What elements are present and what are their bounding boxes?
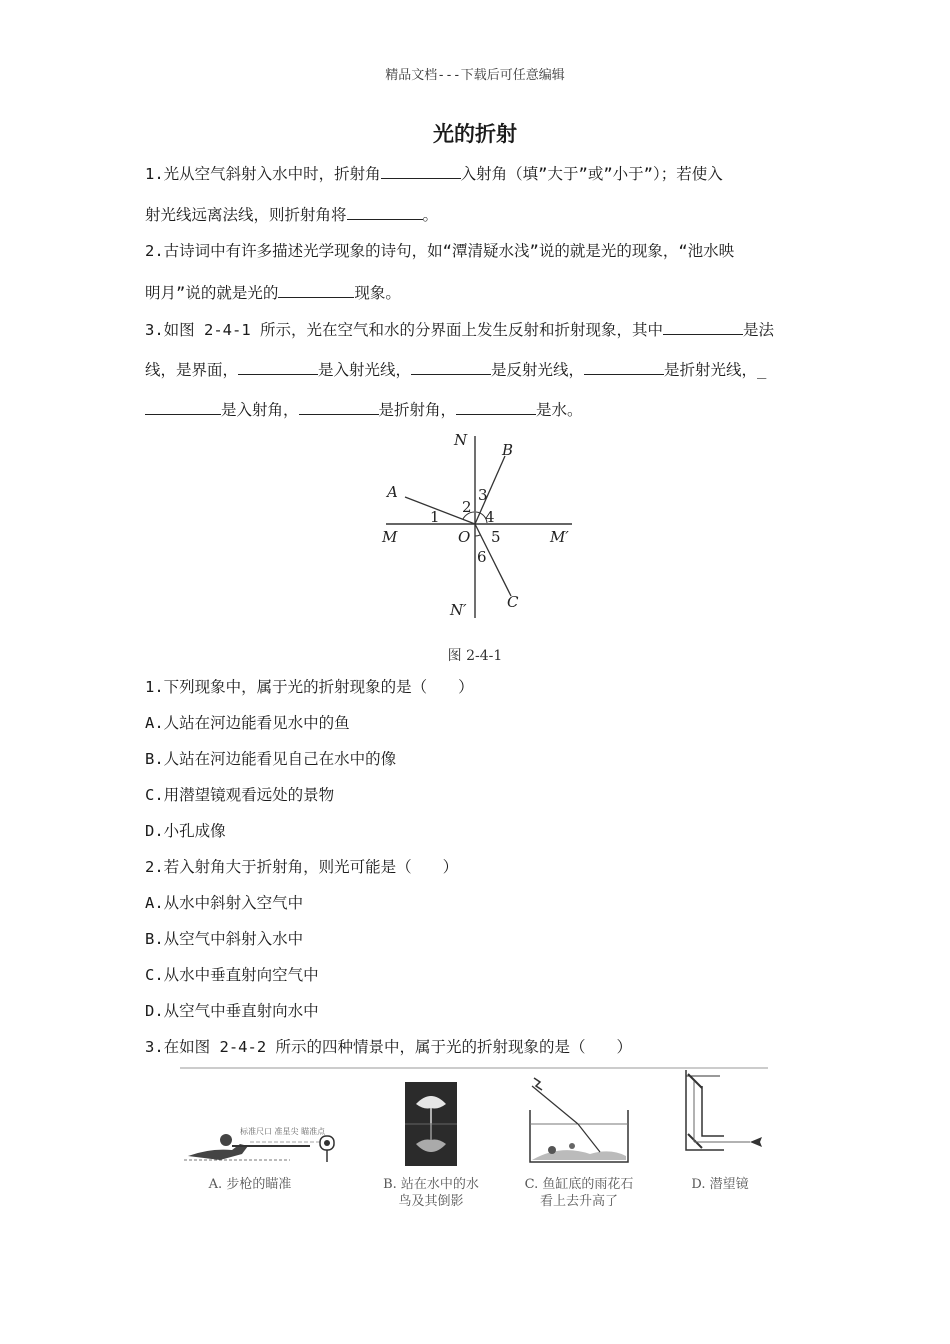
q3-line1 [145,318,815,341]
q3-text-a: 3.如图 2-4-1 所示，光在空气和水的分界面上发生反射和折射现象，其中 [145,321,663,339]
label-n-prime: N′ [450,601,467,619]
q3-line2 [145,358,815,381]
q3-blank-1 [663,318,743,335]
q1-text-b: 入射角（填”大于”或”小于”）；若使入 [460,165,723,183]
mc1-option-d: D.小孔成像 [145,822,226,840]
scenes-illustration [180,1066,770,1176]
page-title: 光的折射 [433,122,517,146]
q3-blank-6 [299,398,379,415]
scene-b-label-line2: 鸟及其倒影 [398,1194,464,1209]
bird-reflection-illustration [405,1082,457,1166]
mc1-option-c: C.用潜望镜观看远处的景物 [145,786,335,804]
q2-text-a: 2.古诗词中有许多描述光学现象的诗句，如“潭清疑水浅”说的就是光的现象，“池水映 [145,242,735,260]
mc2-option-a: A.从水中斜射入空气中 [145,894,304,912]
q3-blank-7 [456,398,536,415]
mc2-option-b: B.从空气中斜射入水中 [145,930,304,948]
label-b: B [502,441,514,459]
q3-text-i: 是水。 [536,401,583,419]
q1-blank-1 [381,162,461,179]
scene-b-label-line1: B. 站在水中的水 [383,1177,479,1192]
scene-c-label-line1: C. 鱼缸底的雨花石 [524,1177,634,1192]
label-n: N [454,431,468,449]
label-angle-6: 6 [477,548,487,566]
scene-b-label [376,1176,486,1210]
label-m-prime: M′ [550,528,569,546]
rifle-sign-text: 标准尺口 准星尖 瞄准点 [240,1127,326,1136]
q2-text-b: 明月”说的就是光的 [145,284,279,302]
q1-text-c: 射光线远离法线，则折射角将 [145,206,347,224]
mc1-stem: 1.下列现象中，属于光的折射现象的是（ ） [145,678,474,696]
rifle-aiming-illustration [184,1126,334,1162]
label-angle-5: 5 [491,528,501,546]
q2-line2 [145,281,815,304]
label-c: C [507,593,519,611]
label-angle-2: 2 [462,498,472,516]
q1-text-a: 1.光从空气斜射入水中时，折射角 [145,165,381,183]
fish-tank-illustration [530,1078,628,1162]
refraction-diagram [370,428,590,628]
figure-2-scenes [180,1066,770,1216]
scene-c-label-line2: 看上去升高了 [539,1194,618,1209]
scene-d-label: D. 潜望镜 [691,1177,749,1192]
label-o: O [458,528,471,546]
q1-line2 [145,203,815,226]
q3-text-f: 是折射光线，_ [664,361,767,379]
periscope-illustration [686,1070,762,1150]
mc1-option-b: B.人站在河边能看见自己在水中的像 [145,750,397,768]
q3-line3 [145,398,815,421]
header-note: 精品文档---下载后可任意编辑 [385,68,565,83]
mc2-option-c: C.从水中垂直射向空气中 [145,966,319,984]
label-angle-4: 4 [485,508,495,526]
q3-text-c: 线，是界面， [145,361,239,379]
q3-blank-3 [411,358,491,375]
mc2-option-d: D.从空气中垂直射向水中 [145,1002,319,1020]
q2-text-c: 现象。 [354,284,401,302]
q3-text-h: 是折射角， [378,401,457,419]
label-a: A [387,483,398,501]
q3-blank-4 [584,358,664,375]
q1-line1 [145,162,815,185]
q1-text-d: 。 [422,206,439,224]
q2-line1 [145,240,815,262]
label-m: M [382,528,398,546]
q3-text-b: 是法 [743,321,775,339]
figure-1-caption: 图 2-4-1 [447,648,503,664]
q3-blank-2 [238,358,318,375]
mc2-stem: 2.若入射角大于折射角，则光可能是（ ） [145,858,459,876]
q2-blank [278,281,354,298]
mc1-option-a: A.人站在河边能看见水中的鱼 [145,714,350,732]
q3-text-e: 是反射光线， [491,361,585,379]
mc3-stem: 3.在如图 2-4-2 所示的四种情景中，属于光的折射现象的是（ ） [145,1038,632,1056]
angle-arc-6 [475,535,480,536]
q3-blank-5 [145,398,221,415]
label-angle-3: 3 [478,486,488,504]
q3-text-g: 是入射角， [221,401,299,419]
q3-text-d: 是入射光线， [318,361,412,379]
q1-blank-2 [347,203,423,220]
scene-a-label: A. 步枪的瞄准 [208,1177,292,1192]
scene-c-label [514,1176,644,1210]
label-angle-1: 1 [430,508,440,526]
